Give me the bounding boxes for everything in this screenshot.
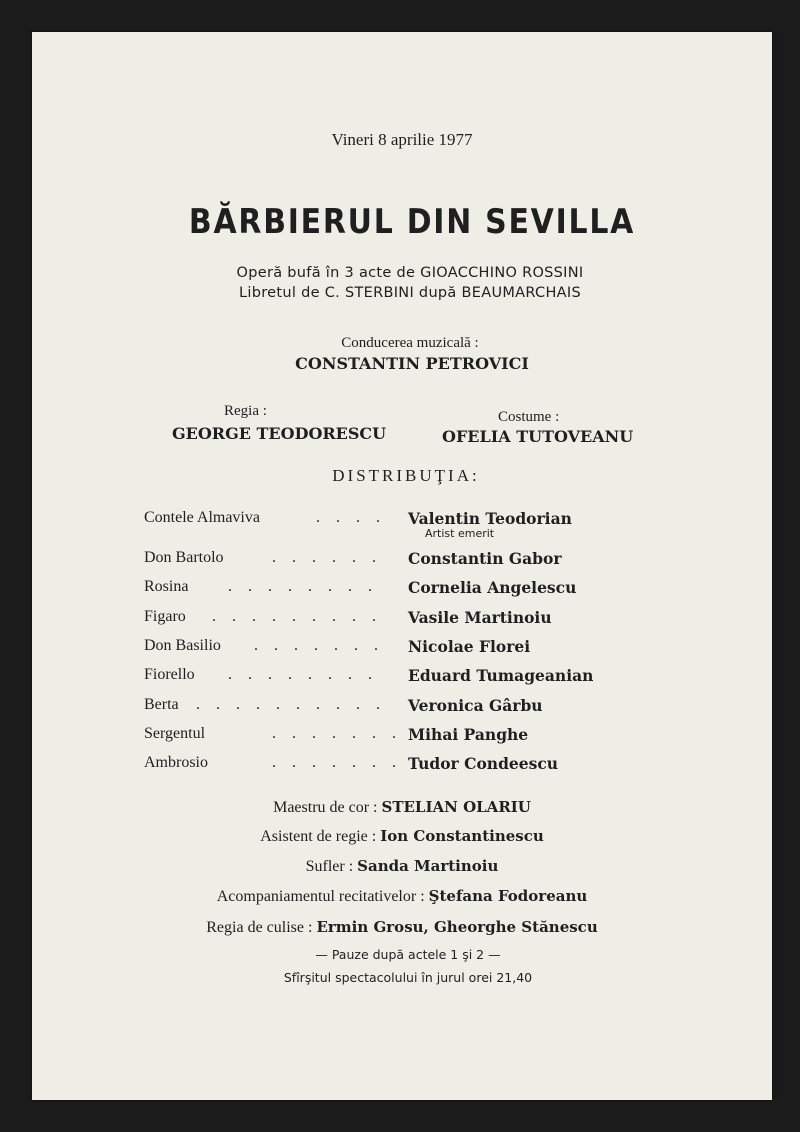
cast-role: Don Basilio <box>144 637 221 654</box>
cast-role: Rosina <box>144 578 189 595</box>
cast-heading: DISTRIBUŢIA: <box>332 466 480 485</box>
conducting-label: Conducerea muzicală : <box>341 335 479 351</box>
direction-label: Regia : <box>224 403 267 419</box>
cast-role: Fiorello <box>144 666 195 683</box>
staff-prompter <box>32 856 772 876</box>
cast-leader-dots: . . . . . . . <box>272 754 402 771</box>
cast-leader-dots: . . . . . . . . . <box>212 608 382 625</box>
conducting-name: CONSTANTIN PETROVICI <box>295 354 529 373</box>
cast-actor: Eduard Tumageanian <box>408 666 594 685</box>
cast-row <box>32 666 772 690</box>
staff-name: STELIAN OLARIU <box>381 798 531 816</box>
cast-leader-dots: . . . . . . . . <box>228 578 378 595</box>
cast-row <box>32 754 772 778</box>
cast-leader-dots: . . . . . . . . <box>228 666 378 683</box>
end-time-note: Sfîrşitul spectacolului în jurul orei 21,40 <box>283 970 533 985</box>
cast-role: Berta <box>144 696 179 713</box>
cast-actor: Mihai Panghe <box>408 725 529 744</box>
cast-leader-dots: . . . . . . . <box>254 637 384 654</box>
cast-row <box>32 696 772 720</box>
cast-row <box>32 608 772 632</box>
cast-actor: Veronica Gârbu <box>408 696 543 715</box>
staff-label: Regia de culise : <box>206 919 317 936</box>
cast-row <box>32 637 772 661</box>
cast-actor-note: Artist emerit <box>425 527 495 540</box>
staff-label: Maestru de cor : <box>273 799 382 816</box>
staff-label: Acompaniamentul recitativelor : <box>216 888 429 905</box>
cast-role: Don Bartolo <box>144 549 224 566</box>
cast-leader-dots: . . . . . . . <box>272 725 402 742</box>
cast-row <box>32 509 772 540</box>
staff-name: Ion Constantinescu <box>380 827 544 845</box>
staff-chorus-master <box>32 797 772 817</box>
cast-row <box>32 578 772 602</box>
staff-assistant-director <box>32 826 772 846</box>
cast-role: Contele Almaviva <box>144 509 260 526</box>
staff-name: Sanda Martinoiu <box>357 857 499 875</box>
cast-leader-dots: . . . . <box>316 509 386 526</box>
cast-role: Sergentul <box>144 725 206 742</box>
staff-name: Ermin Grosu, Gheorghe Stănescu <box>316 918 598 936</box>
cast-actor: Cornelia Angelescu <box>408 578 577 597</box>
program-sheet <box>32 32 772 1100</box>
cast-actor: Vasile Martinoiu <box>408 608 552 627</box>
cast-row <box>32 549 772 573</box>
opera-title: BĂRBIERUL DIN SEVILLA <box>188 202 636 242</box>
cast-role: Ambrosio <box>144 754 208 771</box>
cast-leader-dots: . . . . . . . . . . <box>196 696 386 713</box>
cast-leader-dots: . . . . . . <box>272 549 382 566</box>
cast-actor: Nicolae Florei <box>408 637 531 656</box>
staff-name: Ştefana Fodoreanu <box>428 887 588 905</box>
cast-actor: Valentin Teodorian <box>408 509 572 528</box>
staff-label: Asistent de regie : <box>260 828 381 845</box>
cast-actor: Tudor Condeescu <box>408 754 559 773</box>
opera-subtitle-libretto: Libretul de C. STERBINI după BEAUMARCHAIS <box>239 285 581 301</box>
performance-date: Vineri 8 aprilie 1977 <box>331 130 473 149</box>
costumes-label: Costume : <box>498 409 560 425</box>
staff-recitative-accompaniment <box>32 886 772 906</box>
staff-stage-management <box>32 917 772 937</box>
intermission-note: — Pauze după actele 1 şi 2 — <box>315 947 501 962</box>
cast-row <box>32 725 772 749</box>
opera-subtitle-composer: Operă bufă în 3 acte de GIOACCHINO ROSSINI <box>236 265 584 281</box>
direction-name: GEORGE TEODORESCU <box>172 424 387 443</box>
cast-role: Figaro <box>144 608 186 625</box>
cast-actor: Constantin Gabor <box>408 549 562 568</box>
staff-label: Sufler : <box>305 858 358 875</box>
costumes-name: OFELIA TUTOVEANU <box>442 427 634 446</box>
